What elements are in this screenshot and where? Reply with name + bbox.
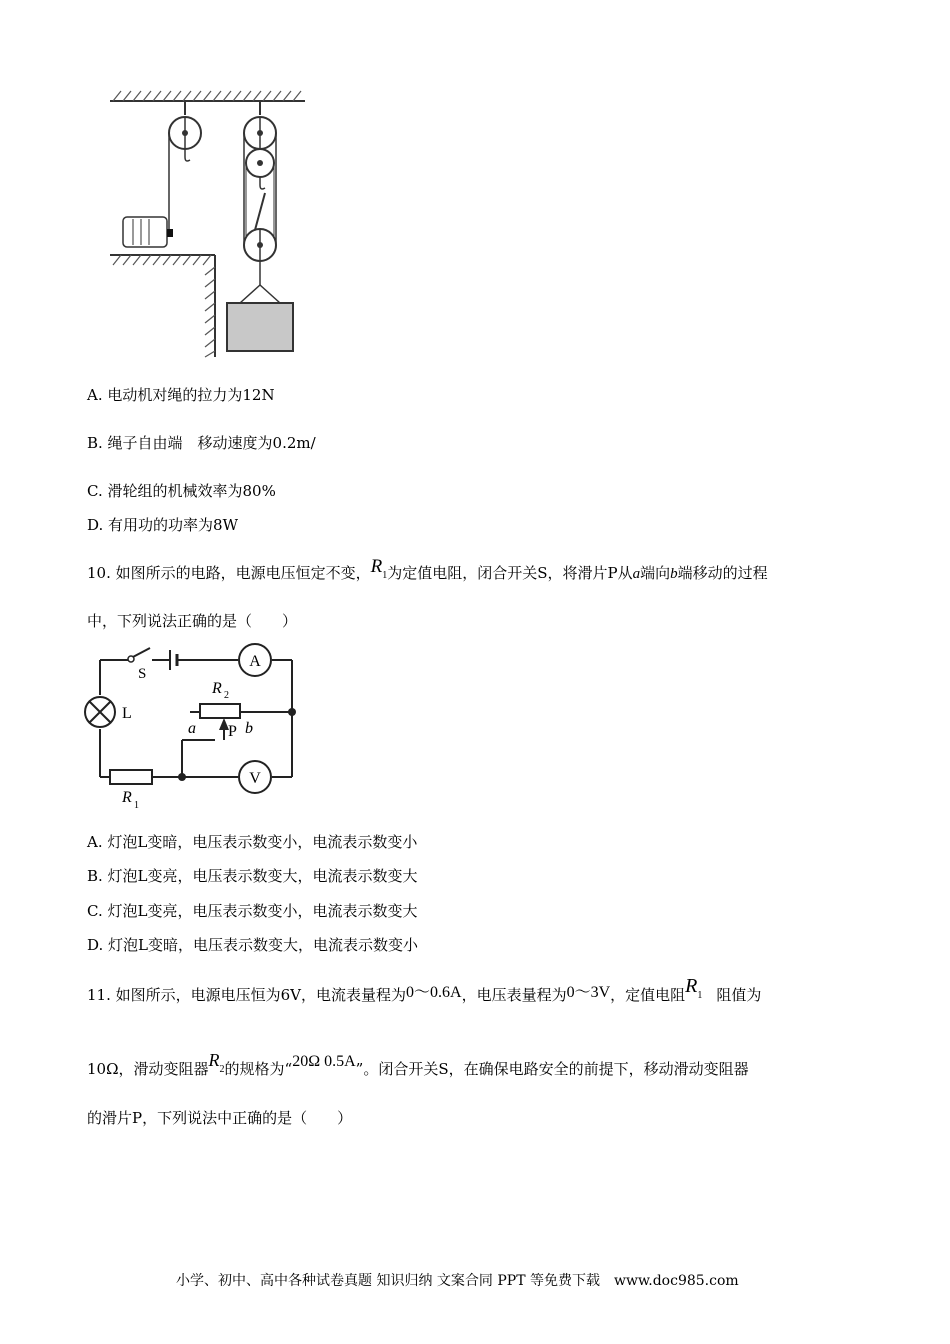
q11-stem-line3: 的滑片P，下列说法中正确的是（ ） [87, 1109, 353, 1127]
q10-stem-line1 [87, 556, 768, 590]
q9-option-d: D. 有用功的功率为8W [87, 516, 238, 534]
circuit-r1-symbol: R [122, 789, 132, 806]
q10-r1-subscript: 1 [382, 570, 388, 581]
circuit-r2-symbol: R [212, 680, 222, 697]
q10-suffix-a: 为定值电阻，闭合开关S，将滑片P从 [387, 564, 633, 582]
circuit-a-end-label: a [188, 720, 196, 737]
q10-stem-line2: 中，下列说法正确的是（ ） [87, 612, 298, 630]
circuit-voltmeter-label: V [249, 770, 261, 787]
circuit-b-end-label: b [245, 720, 253, 737]
circuit-switch-label: S [138, 666, 147, 682]
q11-part-a: 11. 如图所示，电源电压恒为6V，电流表量程为 [87, 986, 407, 1004]
circuit-ammeter-label: A [249, 653, 261, 670]
q9-option-c: C. 滑轮组的机械效率为80% [87, 482, 276, 500]
q10-a-label: a [632, 566, 641, 582]
q10-circuit-diagram [80, 640, 315, 815]
q11-r1-symbol: R [685, 975, 698, 997]
q11-r2-subscript: 2 [219, 1064, 225, 1075]
q11-line2-a: 10Ω，滑动变阻器 [87, 1060, 209, 1078]
q10-option-a: A. 灯泡L变暗，电压表示数变小，电流表示数变小 [87, 833, 418, 851]
pulley-system-figure [105, 85, 320, 360]
q10-suffix-c: 端移动的过程 [677, 564, 768, 582]
page-footer: 小学、初中、高中各种试卷真题 知识归纳 文案合同 PPT 等免费下载 www.doc985.com [176, 1273, 739, 1289]
q11-part-c: ，定值电阻 [610, 986, 686, 1004]
q10-option-b: B. 灯泡L变亮，电压表示数变大，电流表示数变大 [87, 867, 418, 885]
q11-ammeter-range: 0～0.6A [406, 984, 462, 1001]
q11-line2-c: ”。闭合开关S，在确保电路安全的前提下，移动滑动变阻器 [355, 1060, 749, 1078]
circuit-lamp-label: L [122, 705, 132, 722]
q10-option-c: C. 灯泡L变亮，电压表示数变小，电流表示数变大 [87, 902, 418, 920]
q9-option-b: B. 绳子自由端 移动速度为0.2m/ [87, 434, 316, 452]
circuit-r2-subscript: 2 [224, 690, 229, 701]
q10-option-d: D. 灯泡L变暗，电压表示数变大，电流表示数变小 [87, 936, 418, 954]
q11-line2-b: 的规格为“ [224, 1060, 293, 1078]
q10-b-label: b [670, 566, 678, 582]
q11-stem-line2 [87, 1050, 749, 1086]
q11-r1-subscript: 1 [697, 990, 703, 1001]
q11-rheostat-spec: 20Ω 0.5A [292, 1053, 356, 1070]
q10-r1-symbol: R [370, 556, 383, 577]
q11-stem-line1 [87, 975, 762, 1012]
circuit-slider-label: P [228, 723, 237, 740]
q9-option-a: A. 电动机对绳的拉力为12N [87, 386, 275, 404]
q11-r2-symbol: R [208, 1050, 220, 1070]
q11-voltmeter-range: 0～3V [566, 984, 611, 1001]
circuit-r1-subscript: 1 [134, 800, 139, 811]
q11-part-b: ，电压表量程为 [461, 986, 567, 1004]
q10-suffix-b: 端向 [640, 564, 671, 582]
q10-prefix: 10. 如图所示的电路，电源电压恒定不变， [87, 564, 371, 582]
q11-part-d: 阻值为 [716, 986, 762, 1004]
